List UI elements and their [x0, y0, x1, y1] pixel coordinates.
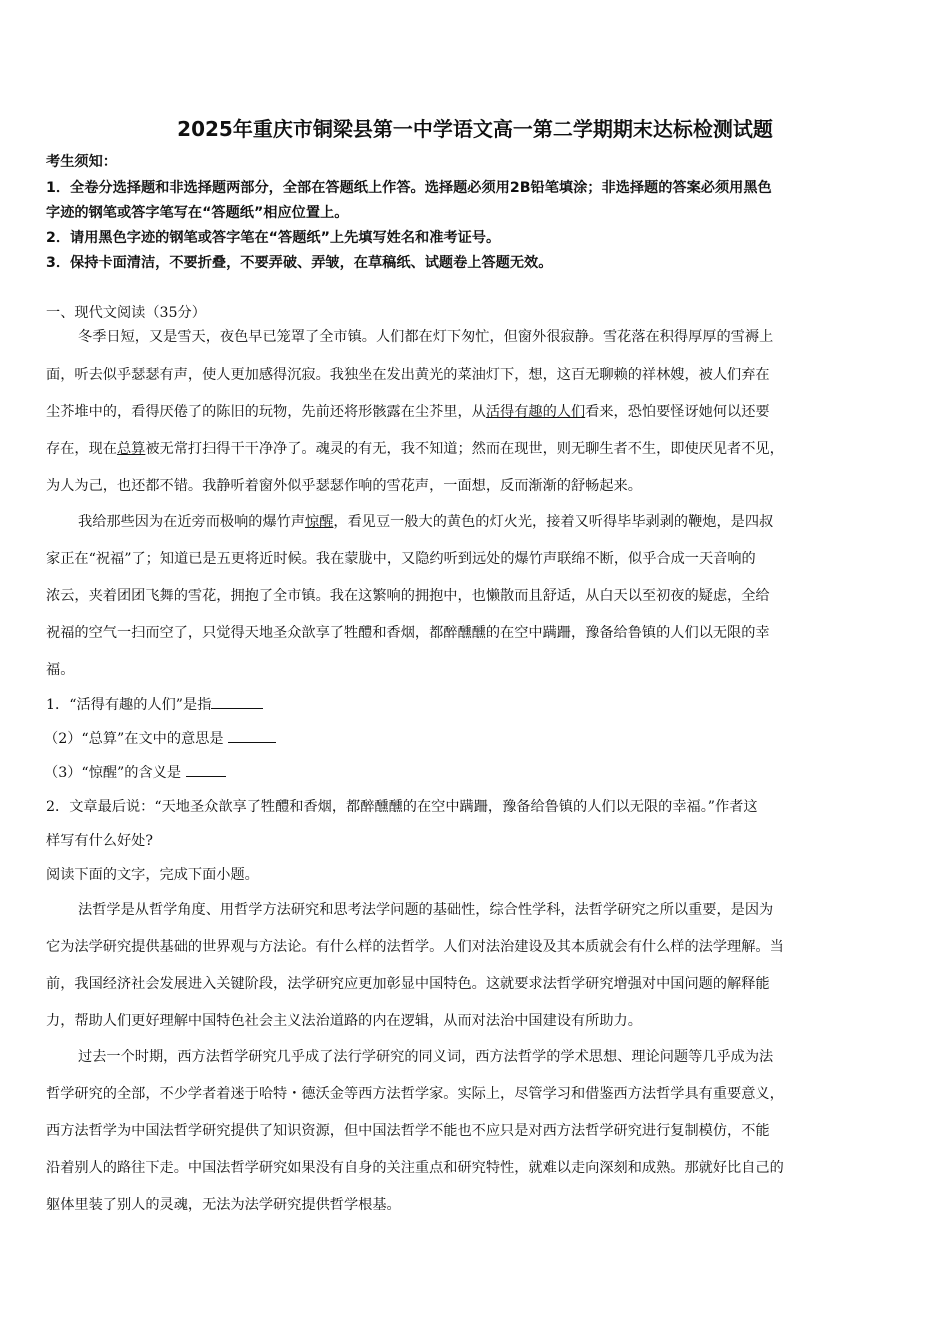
p1-line-4	[46, 438, 784, 458]
p4-line-4: 沿着别人的路往下走。中国法哲学研究如果没有自身的关注重点和研究特性，就难以走向深刻和成熟。那就好比自己的	[46, 1160, 784, 1176]
p2-line-3: 浓云，夹着团团飞舞的雪花，拥抱了全市镇。我在这繁响的拥抱中，也懒散而且舒适，从白天以至初夜的疑虑，全给	[46, 588, 770, 604]
p2-line-5: 福。	[46, 662, 75, 678]
p3-line-3: 前，我国经济社会发展进入关键阶段，法学研究应更加彰显中国特色。这就要求法哲学研究增强对中国问题的解释能	[46, 976, 770, 992]
p4-line-3: 西方法哲学为中国法哲学研究提供了知识资源，但中国法哲学不能也不应只是对西方法哲学研究进行复制模仿，不能	[46, 1123, 770, 1139]
reading-intro: 阅读下面的文字，完成下面小题。	[46, 867, 259, 883]
p4-line-1: 过去一个时期，西方法哲学研究几乎成了法行学研究的同义词，西方法哲学的学术思想、理论问题等几乎成为法	[78, 1049, 774, 1065]
underlined-phrase: 惊醒	[305, 514, 334, 530]
question-2-line-1: 2．文章最后说：“天地圣众歆享了牲醴和香烟，都醉醺醺的在空中蹒跚，豫备给鲁镇的人们以无限的幸福。”作者这	[46, 799, 758, 815]
underlined-phrase: 活得有趣的人们	[485, 404, 586, 420]
answer-blank[interactable]	[228, 730, 276, 743]
exam-title: 2025年重庆市铜梁县第一中学语文高一第二学期期末达标检测试题	[177, 117, 773, 141]
answer-blank[interactable]	[186, 764, 226, 777]
question-1	[46, 694, 263, 714]
p1-line-2: 面，听去似乎瑟瑟有声，使人更加感得沉寂。我独坐在发出黄光的菜油灯下，想，这百无聊赖的祥林嫂，被人们弃在	[46, 367, 770, 383]
p2-line-4: 祝福的空气一扫而空了，只觉得天地圣众歆享了牲醴和香烟，都醉醺醺的在空中蹒跚，豫备给鲁镇的人们以无限的幸	[46, 625, 770, 641]
question-1-2	[44, 728, 276, 748]
p1-line-1: 冬季日短，又是雪天，夜色早已笼罩了全市镇。人们都在灯下匆忙，但窗外很寂静。雪花落在积得厚厚的雪褥上	[78, 329, 774, 345]
notice-heading: 考生须知：	[46, 154, 117, 170]
text: 存在，现在	[46, 441, 117, 457]
text: 尘芥堆中的，看得厌倦了的陈旧的玩物，先前还将形骸露在尘芥里，从	[46, 404, 486, 420]
text: （2）“总算”在文中的意思是	[44, 731, 224, 747]
question-2-line-2: 样写有什么好处?	[46, 833, 153, 849]
text: （3）“惊醒”的含义是	[44, 765, 182, 781]
text: 被无常打扫得干干净净了。魂灵的有无，我不知道；然而在现世，则无聊生者不生，即使厌见者不见，	[145, 441, 784, 457]
text: 1．“活得有趣的人们”是指	[46, 697, 212, 713]
p2-line-1	[78, 511, 773, 531]
notice-item-1b: 字迹的钢笔或答字笔写在“答题纸”相应位置上。	[46, 205, 349, 221]
p1-line-3	[46, 401, 770, 421]
p2-line-2: 家正在“祝福”了；知道已是五更将近时候。我在蒙胧中，又隐约听到远处的爆竹声联绵不断，似乎合成一天音响的	[46, 551, 756, 567]
section-heading: 一、现代文阅读（35分）	[46, 305, 206, 321]
notice-item-2: 2．请用黑色字迹的钢笔或答字笔在“答题纸”上先填写姓名和准考证号。	[46, 230, 501, 246]
text: ，看见豆一般大的黄色的灯火光，接着又听得毕毕剥剥的鞭炮，是四叔	[333, 514, 774, 530]
p1-line-5: 为人为己，也还都不错。我静听着窗外似乎瑟瑟作响的雪花声，一面想，反而渐渐的舒畅起来。	[46, 478, 642, 494]
p3-line-1: 法哲学是从哲学角度、用哲学方法研究和思考法学问题的基础性，综合性学科，法哲学研究之所以重要，是因为	[78, 902, 774, 918]
question-1-3	[44, 762, 226, 782]
notice-item-1a: 1．全卷分选择题和非选择题两部分，全部在答题纸上作答。选择题必须用2B铅笔填涂；非选择题的答案必须用黑色	[46, 180, 772, 196]
p3-line-2: 它为法学研究提供基础的世界观与方法论。有什么样的法哲学。人们对法治建设及其本质就会有什么样的法学理解。当	[46, 939, 784, 955]
p3-line-4: 力，帮助人们更好理解中国特色社会主义法治道路的内在逻辑，从而对法治中国建设有所助力。	[46, 1013, 642, 1029]
text: 看来，恐怕要怪讶她何以还要	[585, 404, 770, 420]
text: 我给那些因为在近旁而极响的爆竹声	[78, 514, 306, 530]
p4-line-5: 躯体里装了别人的灵魂，无法为法学研究提供哲学根基。	[46, 1197, 401, 1213]
answer-blank[interactable]	[211, 696, 263, 709]
p4-line-2: 哲学研究的全部，不少学者着迷于哈特・德沃金等西方法哲学家。实际上，尽管学习和借鉴西方法哲学具有重要意义，	[46, 1086, 784, 1102]
notice-item-3: 3．保持卡面清洁，不要折叠，不要弄破、弄皱，在草稿纸、试题卷上答题无效。	[46, 255, 553, 271]
underlined-phrase: 总算	[116, 441, 146, 457]
